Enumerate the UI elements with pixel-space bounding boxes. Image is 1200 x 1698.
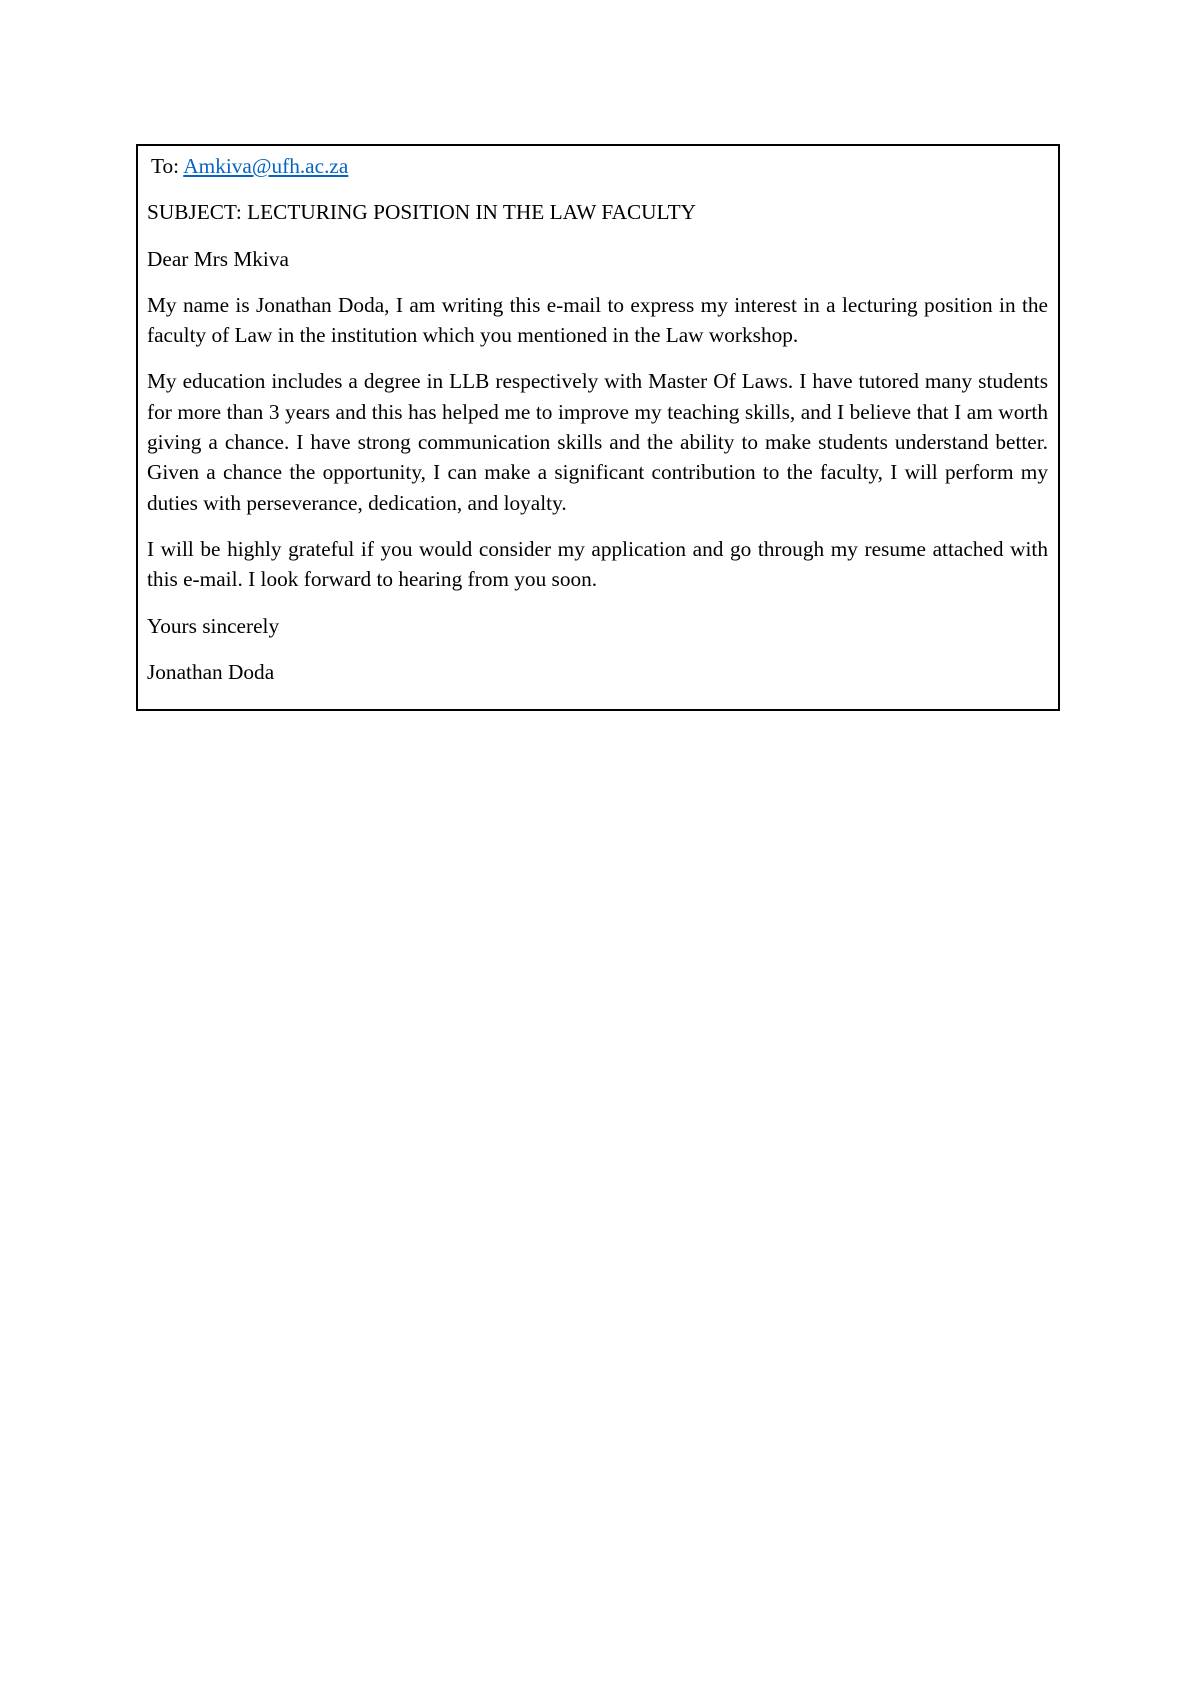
subject-line: SUBJECT: LECTURING POSITION IN THE LAW FACULTY [147,200,696,225]
body-paragraph-education: My education includes a degree in LLB respectively with Master Of Laws. I have tutored many students for more than 3 years and this has helped me to improve my teaching skills, and I believe that I am worth giving a chance. I have strong communication skills and the ability to make students understand better. Given a chance the opportunity, I can make a significant contribution to the faculty, I will perform my duties with perseverance, dedication, and loyalty. [147,369,1048,515]
to-line [147,151,1048,181]
recipient-email-link[interactable]: Amkiva@ufh.ac.za [183,154,349,178]
to-label: To: [151,154,180,178]
email-letter-box [136,144,1060,711]
body-paragraph-intro: My name is Jonathan Doda, I am writing this e-mail to express my interest in a lecturing position in the faculty of Law in the institution which you mentioned in the Law workshop. [147,292,1048,348]
body-paragraph-closing: I will be highly grateful if you would consider my application and go through my resume attached with this e-mail. I look forward to hearing from you soon. [147,536,1048,592]
signature-name: Jonathan Doda [147,659,275,684]
salutation: Dear Mrs Mkiva [147,246,289,271]
closing: Yours sincerely [147,613,280,638]
